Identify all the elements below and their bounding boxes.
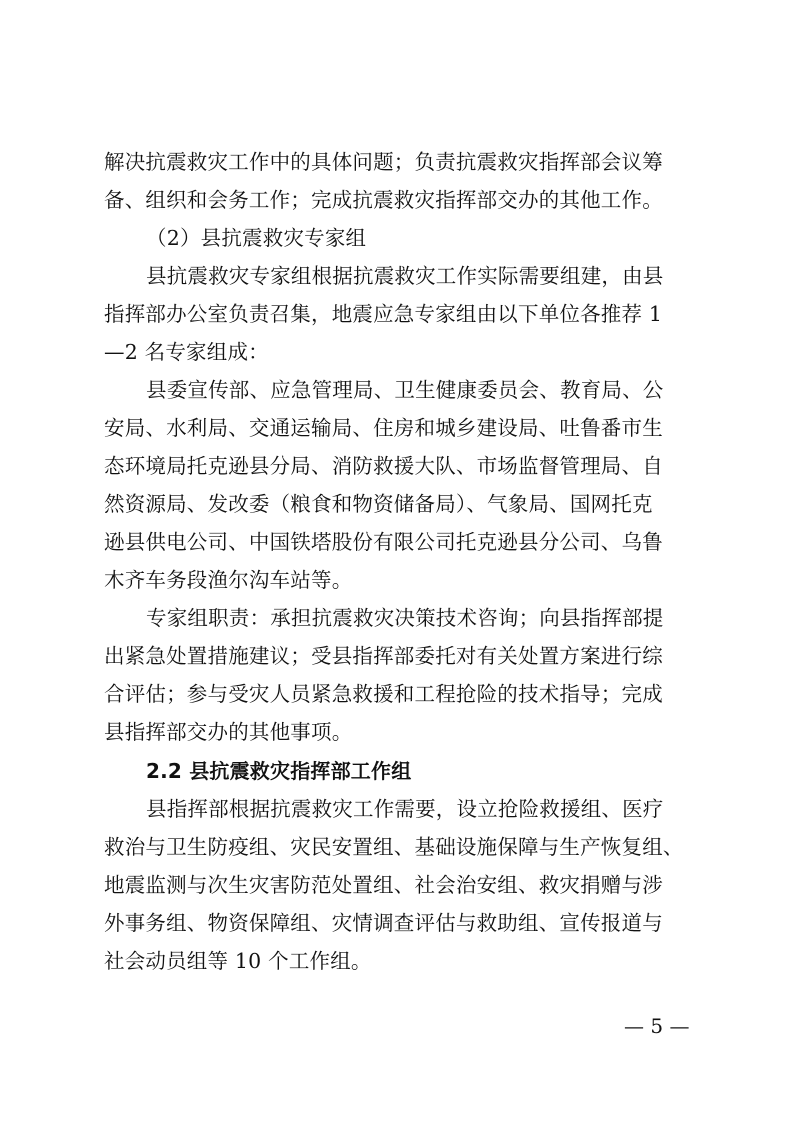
text-line-6: —2 名专家组成：: [104, 340, 269, 364]
text-line-19: 救治与卫生防疫组、灾民安置组、基础设施保障与生产恢复组、: [104, 835, 684, 859]
page-number: — 5 —: [624, 1014, 690, 1038]
text-line-20: 地震监测与次生灾害防范处置组、社会治安组、救灾捐赠与涉: [104, 873, 663, 897]
text-line-22: 社会动员组等 10 个工作组。: [104, 949, 372, 973]
text-line-16: 县指挥部交办的其他事项。: [104, 720, 353, 744]
text-line-7: 县委宣传部、应急管理局、卫生健康委员会、教育局、公: [146, 378, 664, 402]
text-line-2: 备、组织和会务工作；完成抗震救灾指挥部交办的其他工作。: [104, 188, 663, 212]
text-line-1: 解决抗震救灾工作中的具体问题；负责抗震救灾指挥部会议筹: [104, 150, 663, 174]
text-line-12: 木齐车务段渔尔沟车站等。: [104, 568, 353, 592]
subsection-heading-expert-group: （2）县抗震救灾专家组: [146, 226, 367, 250]
text-line-11: 逊县供电公司、中国铁塔股份有限公司托克逊县分公司、乌鲁: [104, 530, 663, 554]
text-line-8: 安局、水利局、交通运输局、住房和城乡建设局、吐鲁番市生: [104, 416, 663, 440]
section-heading-2-2: 2.2 县抗震救灾指挥部工作组: [146, 759, 412, 783]
text-line-4: 县抗震救灾专家组根据抗震救灾工作实际需要组建，由县: [146, 264, 664, 288]
text-line-10: 然资源局、发改委（粮食和物资储备局）、气象局、国网托克: [104, 492, 653, 516]
text-line-5: 指挥部办公室负责召集，地震应急专家组由以下单位各推荐 1: [104, 302, 663, 326]
text-line-18: 县指挥部根据抗震救灾工作需要，设立抢险救援组、医疗: [146, 797, 664, 821]
text-line-13: 专家组职责：承担抗震救灾决策技术咨询；向县指挥部提: [146, 606, 664, 630]
text-line-14: 出紧急处置措施建议；受县指挥部委托对有关处置方案进行综: [104, 644, 663, 668]
text-line-15: 合评估；参与受灾人员紧急救援和工程抢险的技术指导；完成: [104, 682, 663, 706]
text-line-9: 态环境局托克逊县分局、消防救援大队、市场监督管理局、自: [104, 454, 663, 478]
text-line-21: 外事务组、物资保障组、灾情调查评估与救助组、宣传报道与: [104, 911, 663, 935]
